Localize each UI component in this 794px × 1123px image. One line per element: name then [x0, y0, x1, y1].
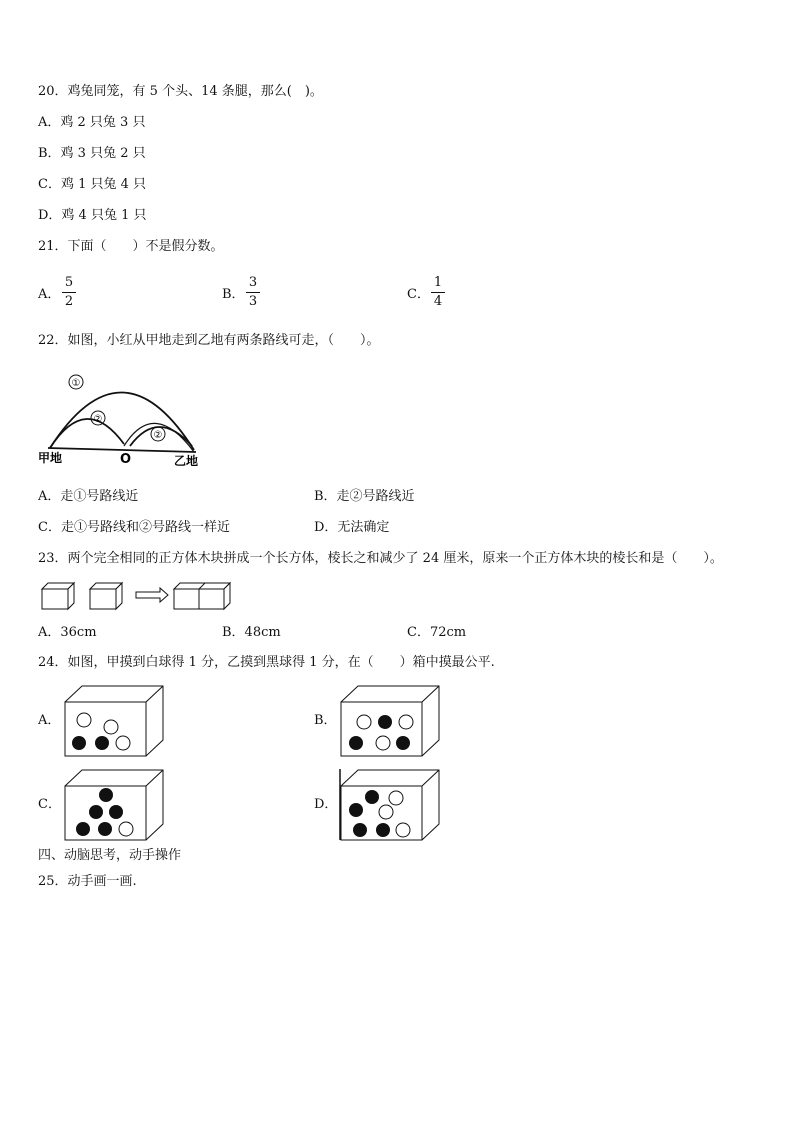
- fraction-bar: [62, 292, 76, 293]
- q20-option-c: C．鸡 1 只兔 4 只: [38, 177, 147, 192]
- black-ball: [376, 823, 390, 837]
- q20-option-b: B．鸡 3 只兔 2 只: [38, 146, 146, 161]
- q22-option-c: C．走①号路线和②号路线一样近: [38, 520, 230, 535]
- black-ball: [98, 822, 112, 836]
- q24-label-c: C．: [38, 797, 61, 812]
- q25-stem: 25．动手画一画.: [38, 874, 137, 889]
- fraction-numerator: 1: [433, 275, 443, 290]
- q21-option-c-letter: C．: [407, 287, 430, 302]
- route-2-arc: [50, 419, 124, 448]
- black-ball: [72, 736, 86, 750]
- white-ball: [104, 720, 118, 734]
- q21-option-a-fraction: [62, 276, 76, 309]
- box-d: [338, 769, 440, 841]
- black-ball: [396, 736, 410, 750]
- route-2-label: ②: [93, 414, 103, 425]
- q21-option-c-fraction: [431, 276, 445, 309]
- white-ball: [119, 822, 133, 836]
- white-ball: [399, 715, 413, 729]
- route-1-label: ①: [71, 378, 81, 389]
- box-c: [64, 769, 164, 841]
- start-label: 甲地: [38, 451, 63, 465]
- section-4-heading: 四、动脑思考，动手操作: [38, 848, 182, 863]
- black-ball: [89, 805, 103, 819]
- q23-option-a: A．36cm: [38, 625, 97, 640]
- white-ball: [376, 736, 390, 750]
- q21-option-b-fraction: [246, 276, 260, 309]
- box-a: [64, 685, 164, 757]
- q24-stem: 24．如图，甲摸到白球得 1 分，乙摸到黑球得 1 分，在（ ）箱中摸最公平.: [38, 655, 495, 670]
- right-arrow-icon: [136, 588, 168, 602]
- fraction-denominator: 2: [64, 294, 74, 309]
- black-ball: [353, 823, 367, 837]
- fraction-numerator: 5: [64, 275, 74, 290]
- fraction-numerator: 3: [248, 275, 258, 290]
- q21-option-a-letter: A．: [38, 287, 61, 302]
- black-ball: [76, 822, 90, 836]
- box-b: [340, 685, 440, 757]
- fraction-bar: [431, 292, 445, 293]
- black-ball: [109, 805, 123, 819]
- white-ball: [389, 791, 403, 805]
- black-ball: [349, 803, 363, 817]
- black-ball: [349, 736, 363, 750]
- q24-label-d: D．: [314, 797, 338, 812]
- q21-stem: 21．下面（ ）不是假分数。: [38, 239, 224, 254]
- white-ball: [116, 736, 130, 750]
- white-ball: [379, 805, 393, 819]
- white-ball: [396, 823, 410, 837]
- black-ball: [378, 715, 392, 729]
- q20-stem: 20．鸡兔同笼，有 5 个头、14 条腿，那么( )。: [38, 84, 323, 99]
- fraction-denominator: 4: [433, 294, 443, 309]
- fraction-denominator: 3: [248, 294, 258, 309]
- q22-option-d: D．无法确定: [314, 520, 390, 535]
- q22-stem: 22．如图，小红从甲地走到乙地有两条路线可走，（ ）。: [38, 333, 380, 348]
- q24-label-b: B．: [314, 713, 337, 728]
- black-ball: [95, 736, 109, 750]
- route-figure: [36, 370, 216, 472]
- white-ball: [77, 713, 91, 727]
- cube-1: [42, 583, 74, 609]
- q23-stem: 23．两个完全相同的正方体木块拼成一个长方体，棱长之和减少了 24 厘米，原来一个正方体木块的棱长和是（ ）。: [38, 551, 723, 566]
- middle-label: O: [120, 452, 132, 467]
- q22-option-b: B．走②号路线近: [314, 489, 415, 504]
- q21-option-b-letter: B．: [222, 287, 245, 302]
- end-label: 乙地: [174, 454, 199, 468]
- q20-option-d: D．鸡 4 只兔 1 只: [38, 208, 147, 223]
- q22-option-a: A．走①号路线近: [38, 489, 139, 504]
- cube-2: [90, 583, 122, 609]
- q23-option-b: B．48cm: [222, 625, 281, 640]
- black-ball: [99, 788, 113, 802]
- cube-figure: [40, 580, 240, 612]
- q20-option-a: A．鸡 2 只兔 3 只: [38, 115, 146, 130]
- combined-cuboid: [174, 583, 230, 609]
- white-ball: [357, 715, 371, 729]
- black-ball: [365, 790, 379, 804]
- fraction-bar: [246, 292, 260, 293]
- q24-label-a: A．: [38, 713, 61, 728]
- q23-option-c: C．72cm: [407, 625, 467, 640]
- route-3-label: ②: [153, 430, 163, 441]
